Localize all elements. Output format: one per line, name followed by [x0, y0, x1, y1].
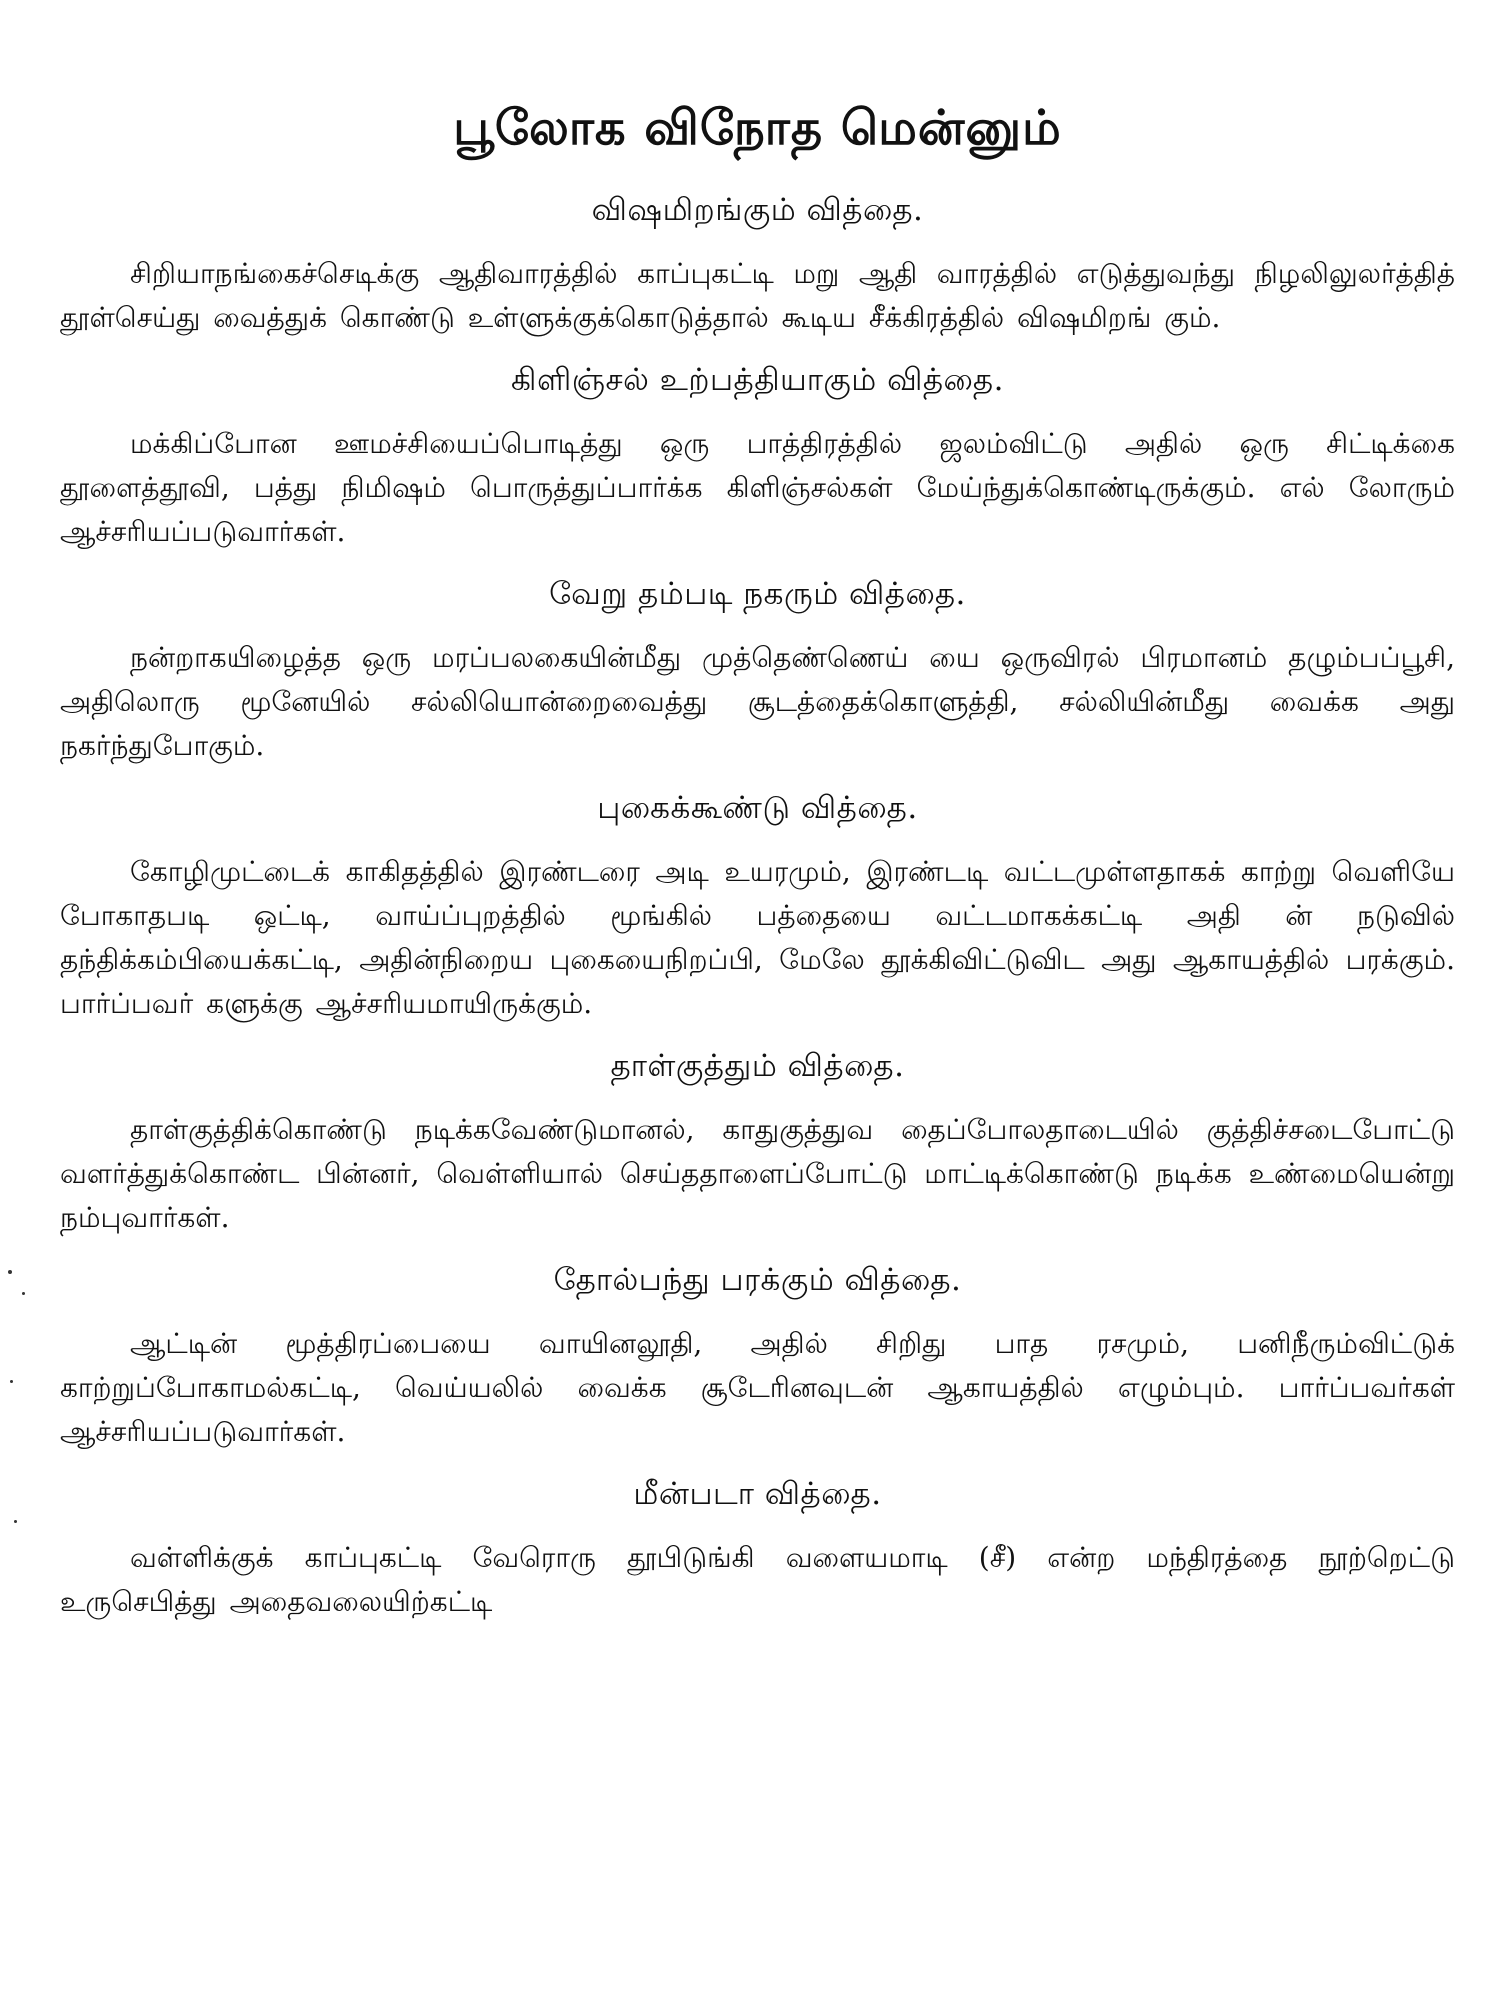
section-5	[60, 1048, 1455, 1240]
section-title: மீன்படா வித்தை.	[633, 1476, 882, 1512]
section-title: விஷமிறங்கும் வித்தை.	[591, 192, 924, 228]
section-title: புகைக்கூண்டு வித்தை.	[597, 790, 918, 826]
section-2	[60, 362, 1455, 554]
scan-speck	[22, 1292, 25, 1295]
scan-speck	[8, 1270, 12, 1274]
page-title: பூலோக விநோத மென்னும்	[453, 100, 1062, 156]
section-body: வள்ளிக்குக் காப்புகட்டி வேரொரு தூபிடுங்கி வளையமாடி (சீ) என்ற மந்திரத்தை நூற்றெட்டு உருசெபித்து அதைவலையிற்கட்டி	[60, 1541, 1455, 1618]
scan-speck	[14, 1520, 17, 1523]
section-6	[60, 1262, 1455, 1454]
section-body: சிறியாநங்கைச்செடிக்கு ஆதிவாரத்தில் காப்புகட்டி மறு ஆதி வாரத்தில் எடுத்துவந்து நிழலிலுலர்த்தித் தூள்செய்து வைத்துக் கொண்டு உள்ளுக்குக்கொடுத்தால் கூடிய சீக்கிரத்தில் விஷமிறங் கும்.	[60, 257, 1455, 334]
section-title: தோல்பந்து பரக்கும் வித்தை.	[553, 1262, 962, 1298]
section-body: தாள்குத்திக்கொண்டு நடிக்கவேண்டுமானல், காதுகுத்துவ தைப்போலதாடையில் குத்திச்சடைபோட்டு வளர்த்துக்கொண்ட பின்னர், வெள்ளியால் செய்ததாளைப்போட்டு மாட்டிக்கொண்டு நடிக்க உண்மையென்று நம்புவார்கள்.	[60, 1113, 1455, 1234]
section-1	[60, 192, 1455, 340]
document-page	[60, 100, 1455, 1980]
section-body: ஆட்டின் மூத்திரப்பையை வாயினலூதி, அதில் சிறிது பாத ரசமும், பனிநீரும்விட்டுக் காற்றுப்போகாமல்கட்டி, வெய்யலில் வைக்க சூடேரினவுடன் ஆகாயத்தில் எழும்பும். பார்ப்பவர்கள் ஆச்சரியப்படுவார்கள்.	[60, 1327, 1455, 1448]
section-3	[60, 576, 1455, 768]
section-body: கோழிமுட்டைக் காகிதத்தில் இரண்டரை அடி உயரமும், இரண்டடி வட்டமுள்ளதாகக் காற்று வெளியே போகாதபடி ஒட்டி, வாய்ப்புறத்தில் மூங்கில் பத்தையை வட்டமாகக்கட்டி அதி ன் நடுவில் தந்திக்கம்பியைக்கட்டி, அதின்நிறைய புகையைநிறப்பி, மேலே தூக்கிவிட்டுவிட அது ஆகாயத்தில் பரக்கும். பார்ப்பவர் களுக்கு ஆச்சரியமாயிருக்கும்.	[60, 855, 1455, 1020]
section-title: வேறு தம்படி நகரும் வித்தை.	[549, 576, 966, 612]
section-title: தாள்குத்தும் வித்தை.	[610, 1048, 905, 1084]
section-4	[60, 790, 1455, 1026]
scan-speck	[10, 1380, 13, 1383]
section-body: நன்றாகயிழைத்த ஒரு மரப்பலகையின்மீது முத்தெண்ணெய் யை ஒருவிரல் பிரமானம் தழும்பப்பூசி, அதிலொரு மூனேயில் சல்லியொன்றைவைத்து சூடத்தைக்கொளுத்தி, சல்லியின்மீது வைக்க அது நகர்ந்துபோகும்.	[60, 641, 1455, 762]
section-title: கிளிஞ்சல் உற்பத்தியாகும் வித்தை.	[511, 362, 1004, 398]
section-7	[60, 1476, 1455, 1624]
section-body: மக்கிப்போன ஊமச்சியைப்பொடித்து ஒரு பாத்திரத்தில் ஜலம்விட்டு அதில் ஒரு சிட்டிக்கை தூளைத்தூவி, பத்து நிமிஷம் பொருத்துப்பார்க்க கிளிஞ்சல்கள் மேய்ந்துக்கொண்டிருக்கும். எல் லோரும் ஆச்சரியப்படுவார்கள்.	[60, 427, 1455, 548]
